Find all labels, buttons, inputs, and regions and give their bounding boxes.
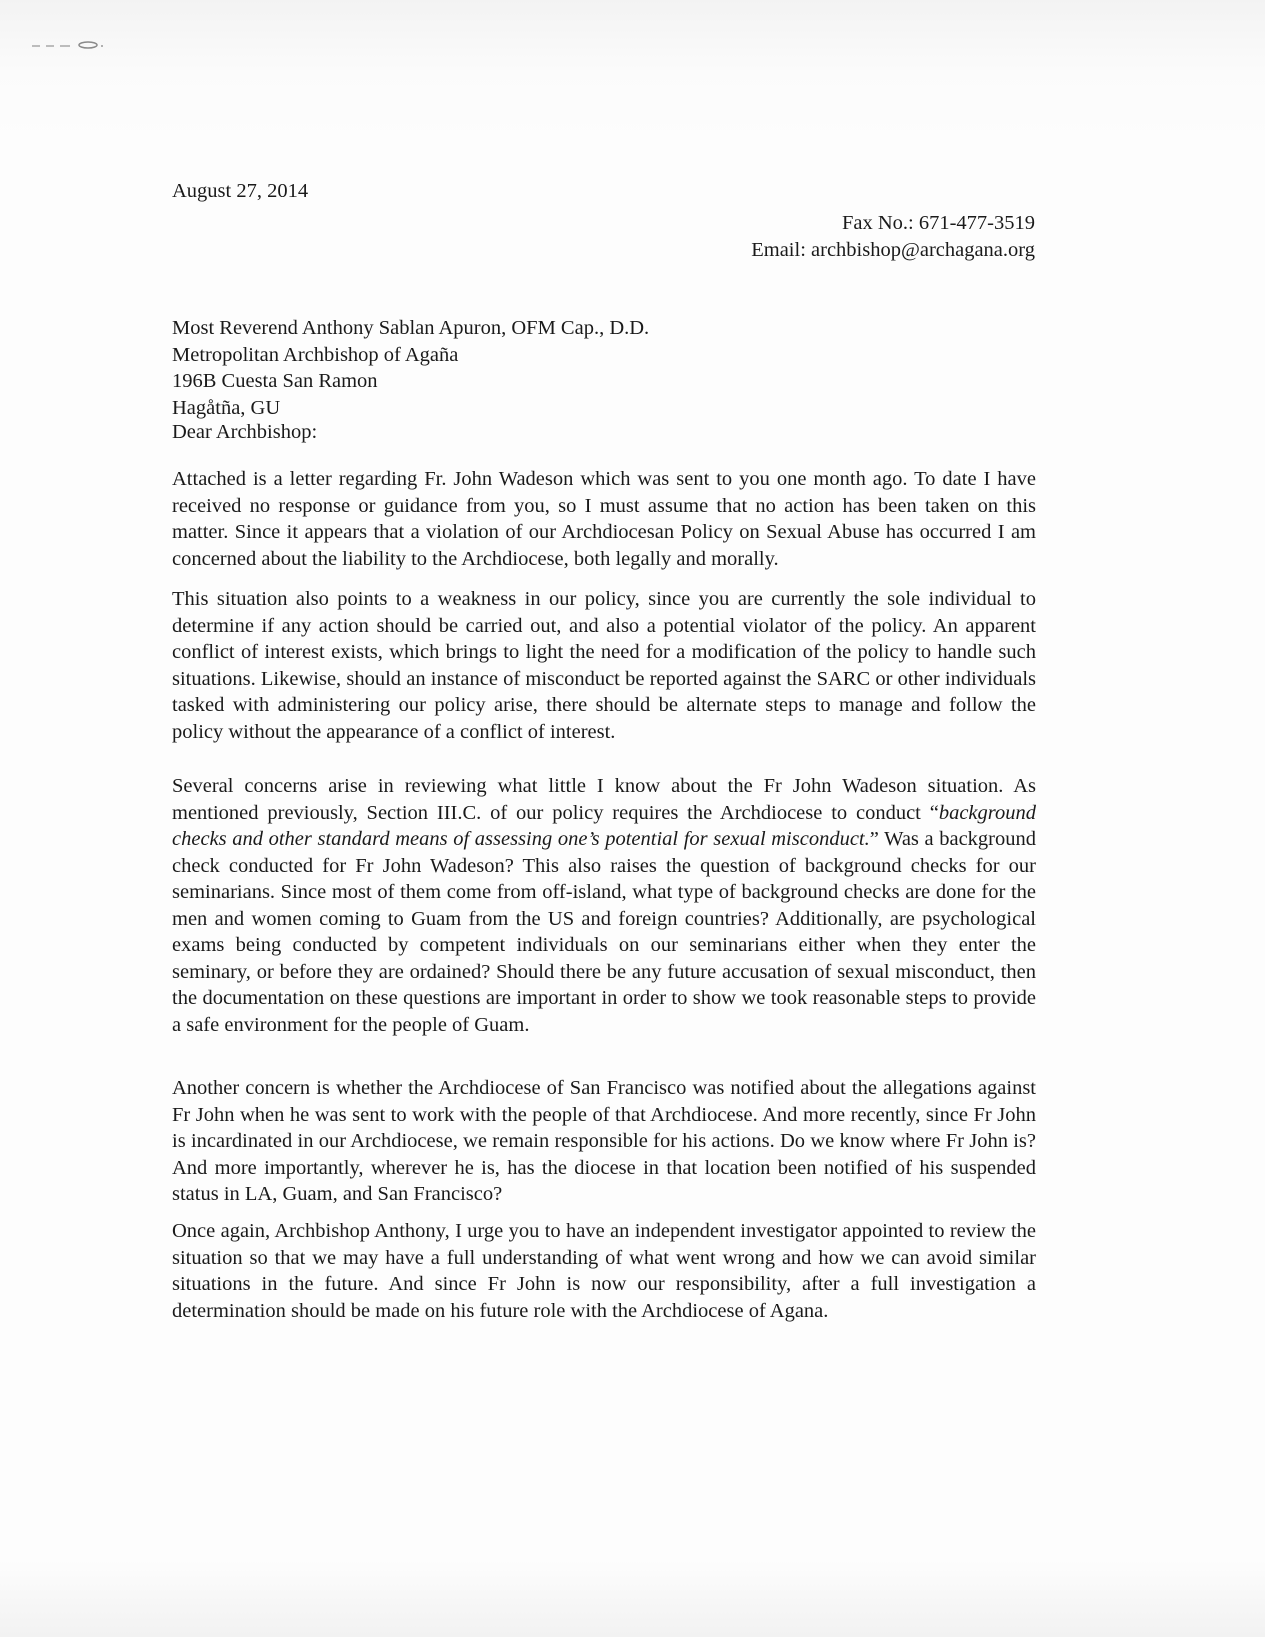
recipient-name: Most Reverend Anthony Sablan Apuron, OFM Cap., D.D. (172, 317, 650, 339)
paragraph-2: This situation also points to a weakness in our policy, since you are currently the sole individual to determine if any action should be carried out, and also a potential violator of the policy. An apparent conflict of interest exists, which brings to light the need for a modification of the policy to handle such situations. Likewise, should an instance of misconduct be reported against the SARC or other individuals tasked with administering our policy arise, there should be alternate steps to manage and follow the policy without the appearance of a conflict of interest. (172, 588, 1036, 743)
recipient-title: Metropolitan Archbishop of Agaña (172, 343, 459, 366)
paragraph-4: Another concern is whether the Archdiocese of San Francisco was notified about the allegations against Fr John when he was sent to work with the people of that Archdiocese. And more recently, since Fr John is incardinated in our Archdiocese, we remain responsible for his actions. Do we know where Fr John is? And more importantly, wherever he is, has the diocese in that location been notified of his suspended status in LA, Guam, and San Francisco? (172, 1077, 1036, 1205)
email-address: Email: archbishop@archagana.org (751, 239, 1035, 261)
policy-quote: background checks and other standard means of assessing one’s potential for sexual misconduct. (172, 801, 1036, 850)
letter-date: August 27, 2014 (172, 180, 309, 202)
paragraph-1: Attached is a letter regarding Fr. John Wadeson which was sent to you one month ago. To date I have received no response or guidance from you, so I must assume that no action has been taken on this matter. Since it appears that a violation of our Archdiocesan Policy on Sexual Abuse has occurred I am concerned about the liability to the Archdiocese, both legally and morally. (172, 468, 1036, 570)
paragraph-3-text-b: ” Was a background check conducted for Fr John Wadeson? This also raises the question of background checks for our seminarians. Since most of them come from off-island, what type of background checks are done for the men and women coming to Guam from the US and foreign countries? Additionally, are psychological exams being conducted by competent individuals on our seminarians either when they enter the seminary, or before they are ordained? Should there be any future accusation of sexual misconduct, then the documentation on these questions are important in order to show we took reasonable steps to provide a safe environment for the people of Guam. (172, 828, 1036, 1036)
salutation: Dear Archbishop: (172, 421, 318, 443)
paragraph-3-text-a: Several concerns arise in reviewing what little I know about the Fr John Wadeson situation. As mentioned previously, Section III.C. of our policy requires the Archdiocese to conduct “ (172, 775, 1036, 824)
paragraph-5: Once again, Archbishop Anthony, I urge you to have an independent investigator appointed to review the situation so that we may have a full understanding of what went wrong and how we can avoid similar situations in the future. And since Fr John is now our responsibility, after a full investigation a determination should be made on his future role with the Archdiocese of Agana. (172, 1220, 1036, 1322)
scan-smudge-mark (30, 40, 110, 50)
recipient-city: Hagåtña, GU (172, 396, 281, 419)
paragraph-3 (172, 773, 1036, 1038)
fax-number: Fax No.: 671-477-3519 (841, 212, 1035, 234)
recipient-address (172, 315, 1036, 421)
recipient-street: 196B Cuesta San Ramon (172, 370, 378, 392)
